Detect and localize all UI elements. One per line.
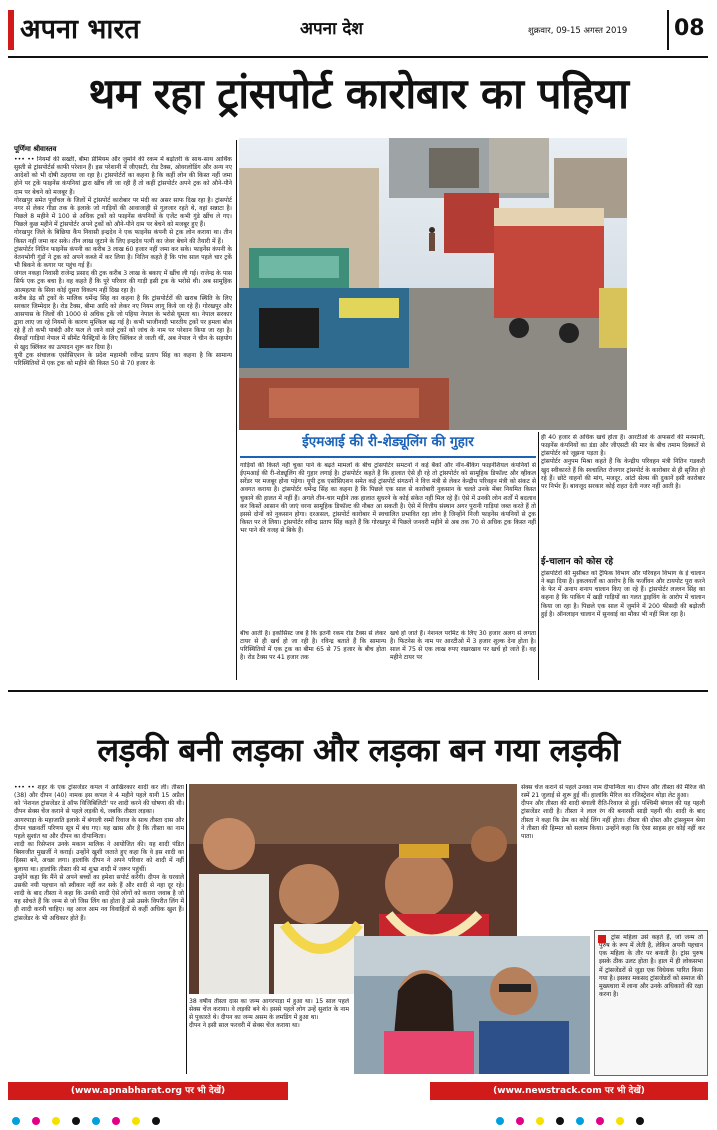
column-divider-1 (236, 140, 237, 680)
brand-logo: अपना भारत (20, 14, 140, 45)
registration-mark (596, 1117, 604, 1125)
registration-mark (32, 1117, 40, 1125)
registration-mark (132, 1117, 140, 1125)
registration-mark (152, 1117, 160, 1125)
footer-left-url: (www.apnabharat.org पर भी देखें) (70, 1086, 226, 1096)
emi-box-title: ईएमआई की री-शेड्यूलिंग की गुहार (302, 434, 474, 450)
story1-column-1: ••• •• नियमों की सख्ती, बीमा प्रीमियम और जुर्माने की रकम में बढ़ोतरी के साथ-साथ आर्थिक सुस्ती से ट्रांसपोर्टर्स काफी परेशान हैं। इस परेशानी में जीएसटी, रोड टैक्स, ओवरलोडिंग और अन्य नए आदेशों को भी दोषी ठहराया जा रहा है। ट्रांसपोर्टरों का कहना है कि कहीं लोन की किस्त नहीं जमा होने पर ट्रकें फाइनेंस कंपनियां द्वारा खींच ली जा रही हैं तो कहीं ट्रांसपोर्टर अपने ट्रक को औने-पौने दाम पर बेचने को मजबूर हैं। गोरखपुर समेत पूर्वांचल के जिलों में ट्रांसपोर्ट कारोबार पर मंदी का असर साफ दिख रहा है। ट्रांसपोर्ट नगर से लेकर गीडा तक के इलाके जो गाड़ियों की आवाजाही से गुलजार रहते थे, वहां सन्नाटा है। पिछले 8 महीने में 100 से अधिक ट्रकों को फाइनेंस कंपनियों के एजेंट कभी गुंडे खींच ले गए। पिछले कुछ महीने में ट्रांसपोर्टर अपने ट्रकों को औने-पौने दाम पर बेचने को मजबूर हुए हैं। गोरखपुर जिले के बिछिया कैंप निवासी इन्द्रदेव ने एक फाइनेंस कंपनी से ट्रक लोन कराया था। तीन किस्त नहीं जमा कर सके। तीन लाख जुटाने के लिए इन्द्रदेव पत्नी का जेवर बेचने की तैयारी में हैं। ट्रांसपोर्टर नितिन फाइनेंस कंपनी का करीब 3 लाख 60 हजार नहीं जमा कर सके। फाइनेंस कंपनी के वेतनभोगी गुंडों ने ट्रक को अपने कब्जे में कर लिया है। नितिन कहते हैं कि पांच साल पहले चार ट्रकें भी बिकने के कगार पर पहुंच गई हैं। जंगल नकहा निवासी राजेन्द्र प्रसाद की ट्रक करीब 3 लाख के बकाए में खींच ली गई। राजेन्द्र के पास सिर्फ एक ट्रक बचा है। वह कहते हैं कि पूरे परिवार की गाड़ी इसी ट्रक के भरोसे थी। अब सामूहिक आत्महत्या के सिवा कोई दूसरा विकल्प नहीं दिख रहा है। करीब डेढ़ सौ ट्रकों के मालिक धर्मेन्द्र सिंह का कहना है कि ट्रांसपोर्टरों की खराब स्थिति के लिए सरकार जिम्मेदार है। रोड टैक्स, बीमा आदि को लेकर नए नियम लागू किये जा रहे हैं। गोरखपुर और आसपास के जिलों की 1000 से अधिक ट्रकें जो पहिया नेपाल के भरोसे घूमता था। नेपाल सरकार द्वारा लाए जा रहे नियमों के कारण मुश्किल बढ़ गई है। कभी भाजीनादी भारतीय ट्रकों पर हमला बोल रहे हैं तो कभी पाबंदी और फल ले जाने वाले ट्रकों को जांच के नाम पर परेशान किया जा रहा है। सैकड़ों गाड़ियां नेपाल में सीमेंट फैक्ट्रियों के लिए क्लिंकर ले जाती थीं, अब नेपाल ने चीन के सहयोग से खुद क्लिंकर का उत्पादन शुरू कर दिया है। यूपी ट्रक संचालक एसोसिएशन के प्रदेश महामंत्री रवीन्द्र प्रताप सिंह का कहना है कि सामान्य परिस्थितियों में एक ट्रक को महीने की किस्त 50 से 70 हजार के (14, 156, 232, 367)
couple-photo (354, 936, 590, 1074)
column-divider-3 (186, 784, 187, 1074)
registration-mark (12, 1117, 20, 1125)
story2-column-3: सेक्स चेंज कराने से पहले उनका नाम दीपान्विता था। दीपन और तीस्ता की मैरिज की रस्में 21 जुलाई से शुरू हुई थीं। हालांकि मैरिज का रजिस्ट्रेशन थोड़ा लेट हुआ। दीपन और तीस्ता की शादी बंगाली रीति-रिवाज से हुई। पश्चिमी बंगाल की यह पहली ट्रांसजेंडर शादी है। तीस्ता ने लाल रंग की बनारसी साड़ी पहनी थी। शादी के बाद तीस्ता ने कहा कि प्रेम का कोई लिंग नहीं होता। तीस्ता की दोस्त और ट्रांसवुमन श्रेया ने तीस्ता की हिम्मत को सलाम किया। उन्होंने कहा कि ऐसा साहस हर कोई नहीं कर पाता। (521, 784, 705, 840)
trans-definition-box (594, 930, 708, 1076)
registration-mark (72, 1117, 80, 1125)
story2-headline: लड़की बनी लड़का और लड़का बन गया लड़की (97, 731, 620, 769)
masthead (0, 0, 717, 60)
story2-column-1: ••• •• शहर के एक ट्रांसजेंडर कपल ने आखिरकार शादी कर ली। तीस्ता (38) और दीपन (40) नामक इस कपल ने 4 महीने पहले यानी 15 अप्रैल को 'नेशनल ट्रांसजेंडर डे ऑफ विजिबिलिटी' पर शादी करने की घोषणा की थी। दीपन सेक्स चेंज कराने से पहले लड़की थे, जबकि तीस्ता लड़का। आगरपाड़ा के महाजाति इलाके में बंगाली रस्मों रिवाज के साथ तीस्ता दास और दीपन चक्रवर्ती परिणय सूत्र में बंध गए। यह खास और है कि तीस्ता का नाम पहले सुशांत था और दीपन का दीपान्विता। शादी का रिसेप्शन उनके मकान मालिक ने आयोजित की। यह शादी पंडित बिस्वजीत मुखर्जी ने कराई। उन्होंने खुशी जताते हुए कहा कि वे इस शादी का हिस्सा बने, अच्छा लगा। हालांकि दीपन ने अपने परिवार को शादी में नहीं बुलाया था। हालांकि तीस्ता की मां शुभ्रा शादी में जरूर पहुंचीं। उन्होंने कहा कि मैंने से अपने बच्चों का हमेशा सपोर्ट करेंगी। दीपन के घरवाले उसकी नयी पहचान को स्वीकार नहीं कर सके हैं और शादी से नहा दूर रहे। शादी के बाद तीस्ता ने कहा कि उनकी शादी ऐसे लोगों को करारा जवाब है जो यह सोचते हैं कि जन्म से जो जिस लिंग का होता है उसे उसके विपरीत लिंग में ही शादी करनी चाहिए। वह आज आम नव विवाहितों से कहीं अधिक खुश हैं। ट्रांसजेंडर के भी अधिकार होते हैं। (14, 784, 184, 922)
registration-mark (52, 1117, 60, 1125)
registration-mark (496, 1117, 504, 1125)
couple-photo-art (354, 936, 590, 1074)
registration-marks-right (490, 1110, 710, 1120)
column-divider-2 (538, 432, 539, 680)
trucks-photo-art (239, 138, 627, 430)
registration-mark (112, 1117, 120, 1125)
emi-box-text: गाड़ियों की किस्तें नहीं चुका पाने के बढ़ते मामलों के बीच ट्रांसपोर्टर समटनों ने कई बैंकों और नॉन-बैंकिंग फाइनेंशियल कंपनियों से ईएमआई की री-शेड्यूलिंग की गुहार लगाई है। ट्रांसपोर्टर कहते हैं कि हालात ऐसे ही रहे तो ट्रांसपोर्टर को सामूहिक डिफॉल्ट और व्हीकल सरेंडर पर मजबूर होना पड़ेगा। यूपी ट्रक एसोसिएशन समेत कई ट्रांसपोर्ट संगठनों ने वित्त मंत्री से लेकर केन्द्रीय परिवहन मंत्री को संकट से अवगत कराया है। ट्रांसपोर्टर धर्मेन्द्र सिंह का कहना है कि पिछले एक साल से कारोबारी नुकसान के चलते उनके मेंबर नियमित किस्त चुकाने की हालत में नहीं हैं। अगले तीन-चार महीने तक हालात सुधरने के कोई संकेत नहीं मिल रहे हैं। ऐसे में उनकी लोन शर्तों में बदलाव कर किस्तें आसान की जाएं वरना सामूहिक डिफॉल्ट की नौबत आ सकती है। ऐसे में वित्तीय संस्थान अगर पुरानी गाड़ियां जब्त करते हैं तो इससे दोनों को नुकसान होगा। दरअसल, ट्रांसपोर्ट कारोबार में स्वचालित प्रभावित रहा लोग है जिन्होंने निजी फाइनेंस कंपनियों से ट्रक किस्त पर ले लिया। ट्रांसपोर्टर रवीन्द्र प्रताप सिंह कहते हैं कि गोरखपुर में पिछले जनवरी महीने से अब तक 70 से अधिक ट्रक किस्त नहीं भर पाने की वजह से बिके हैं। (240, 462, 536, 535)
masthead-rule (8, 56, 708, 58)
story1-column-4: ही 40 हजार से अधिक खर्च होता है। आरटीओ के अफसरों की मनमानी, फाइनेंस कंपनियों का डंडा और जीएसटी की मार के बीच तमाम दिक्कतें से ट्रांसपोर्टर को जूझना पड़ता है। ट्रांसपोर्टर अनुपम मिश्रा कहते हैं कि केन्द्रीय परिवहन मंत्री नितिन गडकरी खुद स्वीकारते हैं कि स्वचालित रोजगार ट्रांसपोर्ट के कारोबार से ही सृजित हो रहे हैं। छोटे वाहनों की मांग, मजदूर, आंटो सेल्स की दुकानें इसी कारोबार पर निर्भर हैं। बावजूद सरकार कोई राहत देती नजर नहीं आती है। (541, 434, 705, 490)
story1-column-3: खर्च हो जाते हैं। नेशनल परमिट के लिए 30 हजार अलग से लगता है। फिटनेस के नाम पर आरटीओ में 3 हजार शुल्क देना होता है। साल में 75 से एक लाख रुपए रखरखाव पर खर्च हो जाते हैं। वह महीने टायर पर (390, 630, 536, 662)
story1-column-2: बीच आती है। इकोसिस्ट जब है कि इतनी रकम रोड टैक्स से लेकर टायर से ही खर्च हो जा रही है। रविन्द्र बताते हैं कि सामान्य परिस्थितियों में एक ट्रक का बीमा 65 से 75 हजार के बीच होता है। रोड टैक्स पर 41 हजार तक (240, 630, 386, 662)
story1-column-4b: ट्रांसपोर्टरों की मुसीबत को ट्रैफिक विभाग और परिवहन विभाग के ई चालान ने बढ़ा दिया है। इकलवर्तों का आरोप है कि फर्जीवन और टायपोट पूरा करने के फेर में अनाप शनाप चालान किए जा रहे हैं। ट्रांसपोर्टर लल्लन सिंह का कहना है कि पाकिंग में खड़ी गाड़ियों का गलत ड्राइविंग के आरोप में चालान किया जा रहा है। पिछले एक साल में जुर्माने में 200 फीसदी की बढ़ोतरी हुई है। ऑनलाइन चालान में सुनवाई का मौका भी नहीं मिल रहा है। (541, 570, 705, 618)
page-number-divider (667, 10, 669, 50)
trucks-photo (239, 138, 627, 430)
registration-mark (516, 1117, 524, 1125)
section-separator (8, 690, 708, 692)
trans-definition-text: ट्रांस महिला उसे कहते हैं, जो जन्म तो पुरुष के रूप में लेती है, लेकिन अपनी पहचान एक महिला के तौर पर बनाती है। ट्रांस पुरुष इसके ठीक उलट होता है। हाल में ही लोकसभा में ट्रांसजेंडरों से जुड़ा एक विधेयक पारित किया गया है। इसका मकसद ट्रांसजेंडरों को समाज की मुख्यधारा में लाना और उनके अधिकारों की रक्षा करना है। (599, 934, 703, 999)
masthead-bar (8, 10, 14, 50)
story1-subhead: ई-चालान को कोस रहे (541, 557, 614, 567)
registration-mark (576, 1117, 584, 1125)
footer-left-bar (8, 1082, 288, 1100)
story1-byline: पूर्णिमा श्रीवास्तव (14, 145, 57, 153)
emi-box-title-rule (240, 456, 536, 458)
registration-mark (616, 1117, 624, 1125)
registration-mark (556, 1117, 564, 1125)
dateline: शुक्रवार, 09-15 अगस्त 2019 (528, 26, 628, 36)
registration-mark (92, 1117, 100, 1125)
section-name: अपना देश (300, 19, 363, 39)
footer-right-url: (www.newstrack.com पर भी देखें) (493, 1086, 645, 1096)
page-number: 08 (674, 16, 705, 41)
story1-headline: थम रहा ट्रांसपोर्ट कारोबार का पहिया (88, 69, 629, 118)
wedding-photo-caption: 38 वर्षीय तीस्ता दास का जन्म आगरपाड़ा में हुआ था। 15 साल पहले सेक्स चेंज कराया। वे लड़की बने थे। इससे पहले लोग उन्हें सुशांत के नाम से पुकारते थे। दीपन का जन्म असम के लमडिंग में हुआ था। दीपन ने इसी साल फरवरी में सेक्स चेंज कराया था। (189, 998, 349, 1030)
registration-mark (536, 1117, 544, 1125)
footer-right-bar (430, 1082, 708, 1100)
registration-mark (636, 1117, 644, 1125)
registration-marks-left (6, 1110, 226, 1120)
